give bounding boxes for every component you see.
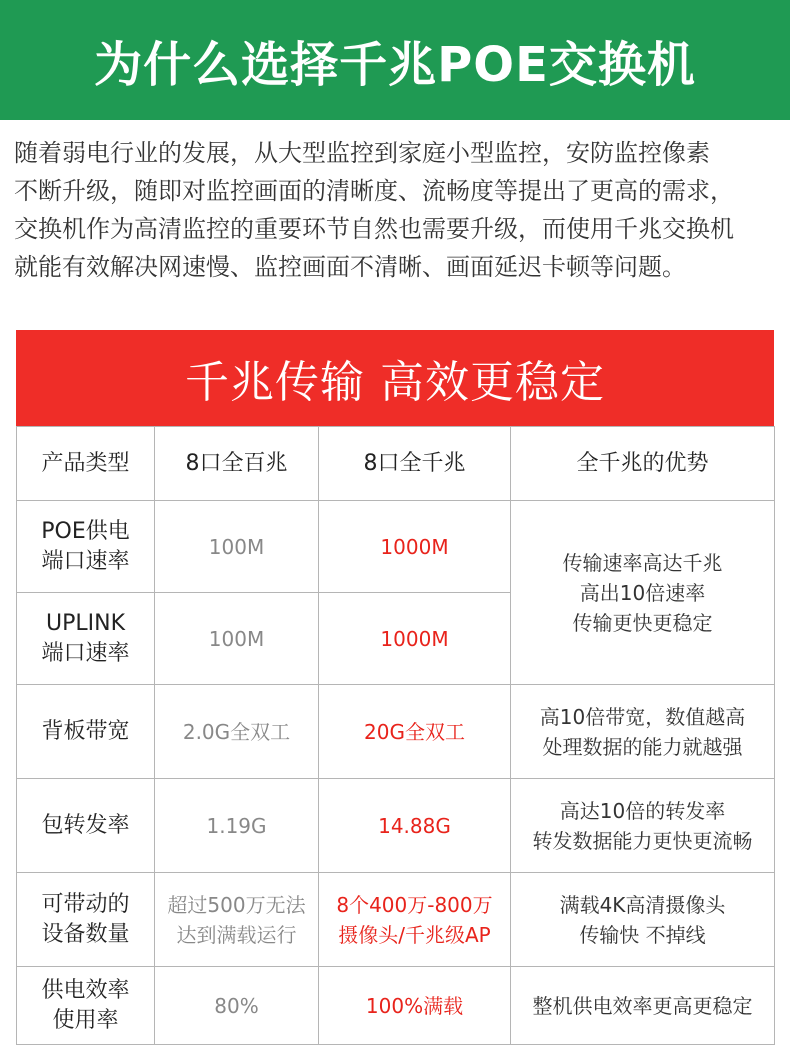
value-line: 1.19G [206, 813, 267, 838]
row-label-line: POE供电 [41, 518, 130, 544]
section-title: 千兆传输 高效更稳定 [185, 357, 605, 408]
table-row [17, 967, 775, 1045]
advantage-line: 传输更快更稳定 [572, 610, 713, 635]
fast-ethernet-value [155, 967, 319, 1045]
advantage-cell [511, 967, 775, 1045]
value-line: 80% [214, 993, 259, 1018]
row-label [17, 873, 155, 967]
row-label [17, 967, 155, 1045]
value-line: 8个400万-800万 [336, 892, 493, 917]
advantage-cell-merged [511, 501, 775, 685]
row-label-line: 设备数量 [41, 921, 130, 947]
row-label [17, 685, 155, 779]
row-label-line: 使用率 [52, 1007, 119, 1033]
row-label [17, 501, 155, 593]
value-line: 100M [208, 534, 265, 559]
value-line: 20G全双工 [364, 719, 465, 744]
intro-line: 不断升级，随即对监控画面的清晰度、流畅度等提出了更高的需求， [14, 177, 734, 205]
value-line: 14.88G [378, 813, 451, 838]
row-label-line: 包转发率 [41, 812, 130, 838]
fast-ethernet-value [155, 501, 319, 593]
advantage-cell [511, 779, 775, 873]
value-line: 1000M [380, 534, 449, 559]
table-row [17, 685, 775, 779]
fast-ethernet-value [155, 685, 319, 779]
advantage-line: 处理数据的能力就越强 [542, 734, 743, 759]
gigabit-value [319, 685, 511, 779]
value-line: 达到满载运行 [176, 922, 297, 947]
value-line: 超过500万无法 [167, 892, 306, 917]
fast-ethernet-value [155, 873, 319, 967]
table-row [17, 779, 775, 873]
row-label [17, 593, 155, 685]
row-label-line: 端口速率 [41, 548, 130, 574]
row-label-line: 背板带宽 [41, 718, 130, 744]
row-label-line: 供电效率 [41, 977, 130, 1003]
advantage-line: 高达10倍的转发率 [559, 798, 726, 823]
row-label-line: 端口速率 [41, 640, 130, 666]
fast-ethernet-value [155, 779, 319, 873]
value-line: 摄像头/千兆级AP [338, 922, 491, 947]
advantage-line: 传输快 不掉线 [579, 922, 706, 947]
value-line: 100M [208, 626, 265, 651]
gigabit-value [319, 779, 511, 873]
value-line: 2.0G全双工 [182, 719, 291, 744]
advantage-cell [511, 873, 775, 967]
value-line: 1000M [380, 626, 449, 651]
advantage-cell [511, 685, 775, 779]
gigabit-value [319, 593, 511, 685]
section-header [16, 330, 774, 426]
table-row [17, 501, 775, 593]
row-label-line: UPLINK [46, 610, 125, 636]
header-fast-ethernet: 8口全百兆 [155, 427, 319, 501]
table-header-row [17, 427, 775, 501]
advantage-line: 高出10倍速率 [579, 580, 706, 605]
gigabit-value [319, 501, 511, 593]
intro-paragraph [14, 134, 776, 286]
header-advantage: 全千兆的优势 [511, 427, 775, 501]
advantage-line: 满载4K高清摄像头 [559, 892, 726, 917]
banner-title: 为什么选择千兆POE交换机 [94, 36, 696, 93]
row-label [17, 779, 155, 873]
comparison-table [16, 426, 775, 1045]
gigabit-value [319, 967, 511, 1045]
intro-line: 就能有效解决网速慢、监控画面不清晰、画面延迟卡顿等问题。 [14, 253, 686, 281]
advantage-line: 转发数据能力更快更流畅 [532, 828, 753, 853]
header-product-type: 产品类型 [17, 427, 155, 501]
value-line: 100%满载 [365, 993, 464, 1018]
advantage-line: 高10倍带宽，数值越高 [539, 704, 746, 729]
advantage-line: 传输速率高达千兆 [562, 550, 723, 575]
fast-ethernet-value [155, 593, 319, 685]
header-gigabit: 8口全千兆 [319, 427, 511, 501]
intro-line: 随着弱电行业的发展，从大型监控到家庭小型监控，安防监控像素 [14, 139, 710, 167]
intro-line: 交换机作为高清监控的重要环节自然也需要升级，而使用千兆交换机 [14, 215, 734, 243]
table-row [17, 873, 775, 967]
page-banner [0, 0, 790, 120]
advantage-line: 整机供电效率更高更稳定 [532, 993, 753, 1018]
row-label-line: 可带动的 [41, 891, 130, 917]
gigabit-value [319, 873, 511, 967]
